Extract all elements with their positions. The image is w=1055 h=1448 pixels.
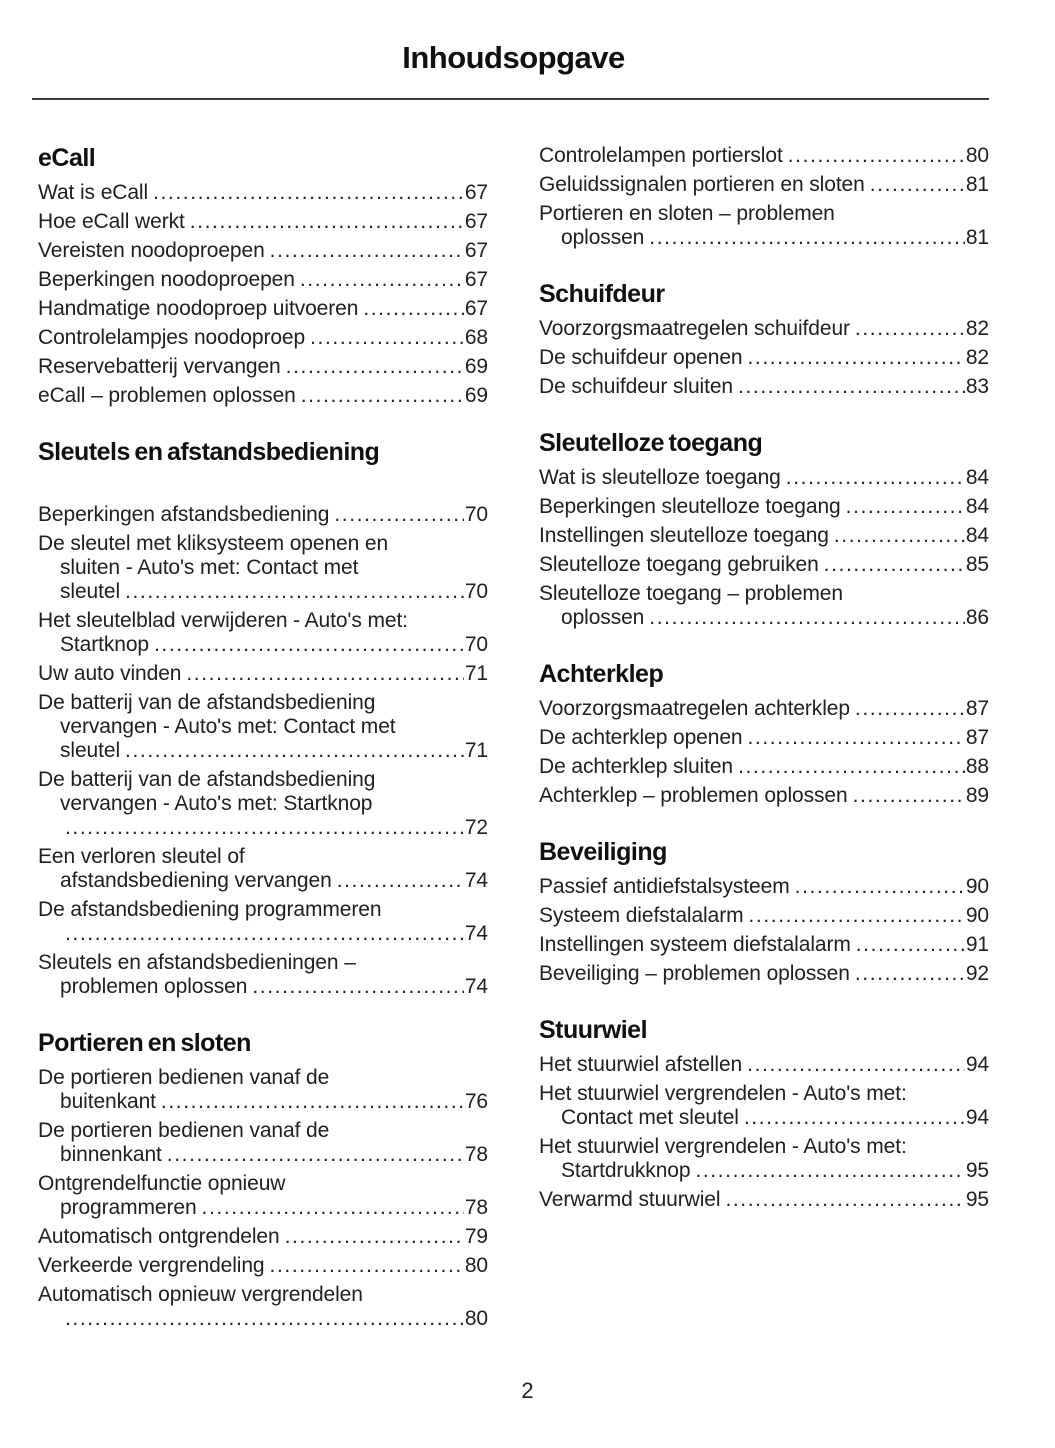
toc-entry-text: Beperkingen afstandsbediening (38, 503, 330, 526)
toc-entry-lastline (38, 869, 488, 893)
toc-entry (38, 691, 488, 763)
toc-entry-text: problemen oplossen (60, 975, 248, 998)
toc-entry-lastline (539, 1106, 989, 1130)
toc-entry-text: Voorzorgsmaatregelen schuifdeur (539, 317, 850, 340)
toc-entry (539, 1053, 989, 1077)
dot-leader (834, 524, 965, 548)
dot-leader (334, 503, 464, 527)
toc-entry-text: binnenkant (60, 1143, 162, 1166)
toc-entry-lastline (38, 239, 488, 263)
dot-leader (725, 1188, 964, 1212)
toc-entry-lastline (38, 355, 488, 379)
toc-entry-page: 76 (464, 1090, 488, 1113)
toc-entry-text: buitenkant (60, 1090, 156, 1113)
dot-leader (286, 355, 464, 379)
toc-entry-text: Passief antidiefstalsysteem (539, 875, 790, 898)
toc-entry-page: 81 (965, 226, 989, 249)
dot-leader (788, 144, 965, 168)
toc-entry (38, 1225, 488, 1249)
toc-entry-lastline (539, 784, 989, 808)
toc-entry-page: 86 (965, 606, 989, 629)
toc-entry-page: 80 (965, 144, 989, 167)
toc-entry-text: Contact met sleutel (561, 1106, 739, 1129)
toc-entry-page: 90 (965, 875, 989, 898)
dot-leader (856, 933, 965, 957)
toc-entry-page: 80 (464, 1307, 488, 1330)
toc-entry-page: 80 (464, 1254, 488, 1277)
toc-entry-page: 95 (965, 1188, 989, 1211)
toc-entry (38, 297, 488, 321)
toc-entry-page: 79 (464, 1225, 488, 1248)
toc-entry-lastline (38, 384, 488, 408)
toc-column-left (38, 144, 488, 1336)
toc-entry (539, 784, 989, 808)
toc-entry-line: Ontgrendelfunctie opnieuw (38, 1172, 286, 1195)
toc-entry-lastline (539, 375, 989, 399)
toc-entry-page: 85 (965, 553, 989, 576)
toc-entry (539, 755, 989, 779)
toc-entry (38, 384, 488, 408)
dot-leader (747, 726, 964, 750)
toc-entry-text: afstandsbediening vervangen (60, 869, 332, 892)
toc-entry-text: sleutel (60, 739, 121, 762)
toc-entry-text: Geluidssignalen portieren en sloten (539, 173, 865, 196)
dot-leader (186, 662, 463, 686)
dot-leader (747, 1053, 965, 1077)
toc-entry-lastline (539, 466, 989, 490)
toc-entry-text: Handmatige noodoproep uitvoeren (38, 297, 359, 320)
toc-entry (38, 1254, 488, 1278)
toc-entry (38, 268, 488, 292)
dot-leader (855, 697, 965, 721)
dot-leader (65, 816, 464, 840)
toc-entry (539, 317, 989, 341)
toc-section (38, 1029, 488, 1331)
toc-entry-lastline (38, 580, 488, 604)
toc-column-right (539, 144, 989, 1336)
toc-entry-lastline (539, 1188, 989, 1212)
toc-entry-page: 78 (464, 1196, 488, 1219)
toc-entry-page: 84 (965, 524, 989, 547)
toc-entry-text: Sleutelloze toegang gebruiken (539, 553, 819, 576)
toc-entry (539, 144, 989, 168)
toc-entry-text: Controlelampjes noodoproep (38, 326, 306, 349)
toc-entry-text: Voorzorgsmaatregelen achterklep (539, 697, 850, 720)
dot-leader (363, 297, 464, 321)
toc-entry-line: De batterij van de afstandsbediening (38, 768, 376, 791)
toc-entry-line: Het sleutelblad verwijderen - Auto's met: (38, 609, 408, 632)
section-heading: Schuifdeur (539, 280, 665, 308)
section-heading: eCall (38, 144, 96, 172)
toc-entry-page: 71 (464, 739, 488, 762)
toc-entry-lastline (539, 697, 989, 721)
section-heading: Sleutelloze toegang (539, 429, 763, 457)
toc-section (38, 438, 488, 999)
dot-leader (252, 975, 464, 999)
toc-section (539, 838, 989, 986)
toc-entry-lastline (38, 1254, 488, 1278)
toc-entry (38, 898, 488, 946)
toc-entry-line: De portieren bedienen vanaf de (38, 1066, 330, 1089)
dot-leader (649, 226, 965, 250)
toc-entry-line: vervangen - Auto's met: Startknop (60, 792, 373, 815)
toc-entry (539, 346, 989, 370)
toc-section (539, 429, 989, 630)
toc-entry-text: De schuifdeur openen (539, 346, 743, 369)
toc-entry-lastline (38, 503, 488, 527)
dot-leader (65, 1307, 464, 1331)
toc-entry-line: Sleutels en afstandsbedieningen – (38, 951, 356, 974)
toc-entry (539, 466, 989, 490)
toc-entry-line: Het stuurwiel vergrendelen - Auto's met: (539, 1082, 907, 1105)
toc-entry-text: Instellingen sleutelloze toegang (539, 524, 829, 547)
toc-entry-page: 90 (965, 904, 989, 927)
toc-entry-lastline (539, 1159, 989, 1183)
toc-entry-text: Verwarmd stuurwiel (539, 1188, 721, 1211)
dot-leader (846, 495, 965, 519)
toc-entry-page: 68 (464, 326, 488, 349)
toc-entry-text: Wat is eCall (38, 181, 149, 204)
toc-entry-lastline (38, 816, 488, 840)
toc-entry-text: De achterklep sluiten (539, 755, 734, 778)
toc-entry (539, 202, 989, 250)
dot-leader (855, 962, 965, 986)
toc-entry-line: De sleutel met kliksysteem openen en (38, 532, 389, 555)
toc-entry-page: 88 (965, 755, 989, 778)
section-heading: Sleutels en afstandsbediening (38, 438, 380, 466)
toc-entry (38, 951, 488, 999)
toc-entry-lastline (38, 268, 488, 292)
page-title: Inhoudsopgave (402, 40, 625, 75)
toc-entry-page: 87 (965, 726, 989, 749)
dot-leader (153, 181, 464, 205)
toc-entry-text: Beveiliging – problemen oplossen (539, 962, 850, 985)
toc-entry (539, 375, 989, 399)
toc-entry (38, 1066, 488, 1114)
toc-entry-lastline (38, 922, 488, 946)
toc-entry (38, 532, 488, 604)
dot-leader (795, 875, 965, 899)
title-divider (32, 98, 989, 100)
toc-entry-line: vervangen - Auto's met: Contact met (60, 715, 396, 738)
dot-leader (285, 1225, 464, 1249)
toc-section (539, 144, 989, 250)
toc-entry (539, 697, 989, 721)
toc-entry-lastline (38, 1307, 488, 1331)
toc-entry (38, 609, 488, 657)
toc-entry (38, 1172, 488, 1220)
toc-entry-text: Startknop (60, 633, 149, 656)
toc-entry-text: Beperkingen noodoproepen (38, 268, 295, 291)
toc-entry-page: 69 (464, 355, 488, 378)
dot-leader (65, 922, 464, 946)
toc-entry-lastline (539, 173, 989, 197)
toc-entry (539, 553, 989, 577)
toc-entry (539, 582, 989, 630)
toc-entry-lastline (539, 144, 989, 168)
toc-entry-line: Sleutelloze toegang – problemen (539, 582, 843, 605)
toc-entry-page: 74 (464, 922, 488, 945)
toc-entry-lastline (539, 933, 989, 957)
toc-entry-lastline (38, 739, 488, 763)
toc-entry-lastline (38, 210, 488, 234)
toc-entry-page: 67 (464, 297, 488, 320)
toc-entry-lastline (539, 226, 989, 250)
toc-entry (539, 726, 989, 750)
toc-entry-line: Portieren en sloten – problemen (539, 202, 835, 225)
toc-entry-text: Controlelampen portierslot (539, 144, 783, 167)
dot-leader (190, 210, 464, 234)
toc-entry-lastline (539, 495, 989, 519)
dot-leader (870, 173, 965, 197)
toc-entry-lastline (539, 553, 989, 577)
dot-leader (202, 1196, 464, 1220)
toc-entry-lastline (539, 726, 989, 750)
toc-entry-page: 94 (965, 1053, 989, 1076)
toc-entry-page: 69 (464, 384, 488, 407)
toc-entry-text: Vereisten noodoproepen (38, 239, 265, 262)
dot-leader (125, 739, 464, 763)
toc-entry-page: 82 (965, 317, 989, 340)
toc-entry (539, 962, 989, 986)
toc-entry-lastline (38, 1225, 488, 1249)
dot-leader (125, 580, 464, 604)
toc-entry-text: Verkeerde vergrendeling (38, 1254, 265, 1277)
toc-entry (539, 1082, 989, 1130)
dot-leader (853, 784, 965, 808)
dot-leader (337, 869, 464, 893)
toc-section (539, 280, 989, 399)
toc-entry-line: Een verloren sleutel of (38, 845, 245, 868)
section-heading: Stuurwiel (539, 1016, 648, 1044)
toc-entry-lastline (38, 1196, 488, 1220)
dot-leader (270, 239, 464, 263)
toc-entry-page: 67 (464, 268, 488, 291)
toc-entry (38, 662, 488, 686)
toc-entry-line: Automatisch opnieuw vergrendelen (38, 1283, 363, 1306)
toc-entry-lastline (539, 962, 989, 986)
toc-entry-text: Beperkingen sleutelloze toegang (539, 495, 841, 518)
toc-entry (38, 1283, 488, 1331)
toc-entry-page: 67 (464, 181, 488, 204)
toc-entry-text: sleutel (60, 580, 121, 603)
dot-leader (738, 375, 965, 399)
toc-entry-text: Het stuurwiel afstellen (539, 1053, 743, 1076)
toc-entry-text: Reservebatterij vervangen (38, 355, 281, 378)
dot-leader (748, 904, 964, 928)
toc-entry-text: oplossen (561, 226, 645, 249)
toc-entry-text: Wat is sleutelloze toegang (539, 466, 781, 489)
toc-entry-page: 78 (464, 1143, 488, 1166)
toc-entry-page: 70 (464, 633, 488, 656)
dot-leader (855, 317, 965, 341)
toc-entry-lastline (38, 1090, 488, 1114)
toc-entry-text: Achterklep – problemen oplossen (539, 784, 848, 807)
toc-entry (539, 173, 989, 197)
page-number: 2 (521, 1378, 534, 1403)
toc-entry-text: programmeren (60, 1196, 197, 1219)
toc-entry-page: 94 (965, 1106, 989, 1129)
toc-entry (539, 1188, 989, 1212)
toc-entry (38, 181, 488, 205)
dot-leader (167, 1143, 464, 1167)
toc-entry-text: Uw auto vinden (38, 662, 182, 685)
dot-leader (161, 1090, 464, 1114)
section-heading: Achterklep (539, 660, 664, 688)
toc-entry-page: 95 (965, 1159, 989, 1182)
toc-entry-lastline (38, 1143, 488, 1167)
toc-entry (539, 524, 989, 548)
toc-entry (38, 1119, 488, 1167)
toc-entry-text: Hoe eCall werkt (38, 210, 185, 233)
toc-entry-line: De afstandsbediening programmeren (38, 898, 382, 921)
dot-leader (301, 384, 464, 408)
toc-entry-text: Instellingen systeem diefstalalarm (539, 933, 851, 956)
toc-entry-page: 67 (464, 210, 488, 233)
toc-section (38, 144, 488, 408)
toc-entry-page: 74 (464, 975, 488, 998)
toc-entry (38, 326, 488, 350)
toc-entry-line: Het stuurwiel vergrendelen - Auto's met: (539, 1135, 907, 1158)
toc-entry (539, 933, 989, 957)
toc-entry-lastline (539, 606, 989, 630)
toc-entry-page: 70 (464, 503, 488, 526)
toc-entry-lastline (38, 633, 488, 657)
toc-entry-text: Startdrukknop (561, 1159, 691, 1182)
dot-leader (744, 1106, 965, 1130)
toc-entry-text: eCall – problemen oplossen (38, 384, 296, 407)
dot-leader (649, 606, 965, 630)
toc-entry-text: De schuifdeur sluiten (539, 375, 734, 398)
dot-leader (695, 1159, 964, 1183)
toc-entry-lastline (38, 326, 488, 350)
toc-entry-page: 67 (464, 239, 488, 262)
toc-entry-page: 70 (464, 580, 488, 603)
toc-entry-lastline (539, 875, 989, 899)
toc-entry-text: De achterklep openen (539, 726, 743, 749)
toc-entry (539, 1135, 989, 1183)
toc-entry-lastline (539, 904, 989, 928)
toc-entry-page: 92 (965, 962, 989, 985)
toc-entry (539, 495, 989, 519)
toc-entry-text: Systeem diefstalalarm (539, 904, 744, 927)
toc-entry-page: 91 (965, 933, 989, 956)
toc-entry-lastline (539, 346, 989, 370)
toc-entry-line: sluiten - Auto's met: Contact met (60, 556, 359, 579)
section-heading: Beveiliging (539, 838, 667, 866)
toc-entry-page: 84 (965, 466, 989, 489)
toc-section (539, 1016, 989, 1212)
toc-entry (38, 355, 488, 379)
toc-entry-page: 71 (464, 662, 488, 685)
toc-entry-page: 81 (965, 173, 989, 196)
toc-entry-lastline (38, 662, 488, 686)
toc-entry-page: 72 (464, 816, 488, 839)
toc-entry (539, 904, 989, 928)
dot-leader (738, 755, 965, 779)
dot-leader (154, 633, 464, 657)
toc-entry-lastline (539, 317, 989, 341)
toc-entry-text: Automatisch ontgrendelen (38, 1225, 280, 1248)
dot-leader (270, 1254, 464, 1278)
toc-entry-text: oplossen (561, 606, 645, 629)
toc-entry-page: 89 (965, 784, 989, 807)
toc-entry-page: 82 (965, 346, 989, 369)
toc-entry-page: 74 (464, 869, 488, 892)
toc-entry-lastline (539, 524, 989, 548)
toc-entry-lastline (38, 975, 488, 999)
dot-leader (300, 268, 464, 292)
toc-entry (38, 210, 488, 234)
toc-entry-lastline (38, 297, 488, 321)
toc-entry-line: De batterij van de afstandsbediening (38, 691, 376, 714)
toc-entry-page: 83 (965, 375, 989, 398)
dot-leader (824, 553, 965, 577)
toc-entry-lastline (539, 1053, 989, 1077)
toc-entry-page: 84 (965, 495, 989, 518)
toc-section (539, 660, 989, 808)
dot-leader (747, 346, 964, 370)
dot-leader (786, 466, 965, 490)
toc-entry-lastline (38, 181, 488, 205)
section-heading: Portieren en sloten (38, 1029, 251, 1057)
toc-entry (38, 768, 488, 840)
toc-entry-lastline (539, 755, 989, 779)
toc-columns (38, 144, 989, 1336)
toc-entry (38, 845, 488, 893)
toc-entry-line: De portieren bedienen vanaf de (38, 1119, 330, 1142)
dot-leader (310, 326, 464, 350)
toc-entry-page: 87 (965, 697, 989, 720)
toc-entry (38, 503, 488, 527)
toc-entry (539, 875, 989, 899)
toc-entry (38, 239, 488, 263)
